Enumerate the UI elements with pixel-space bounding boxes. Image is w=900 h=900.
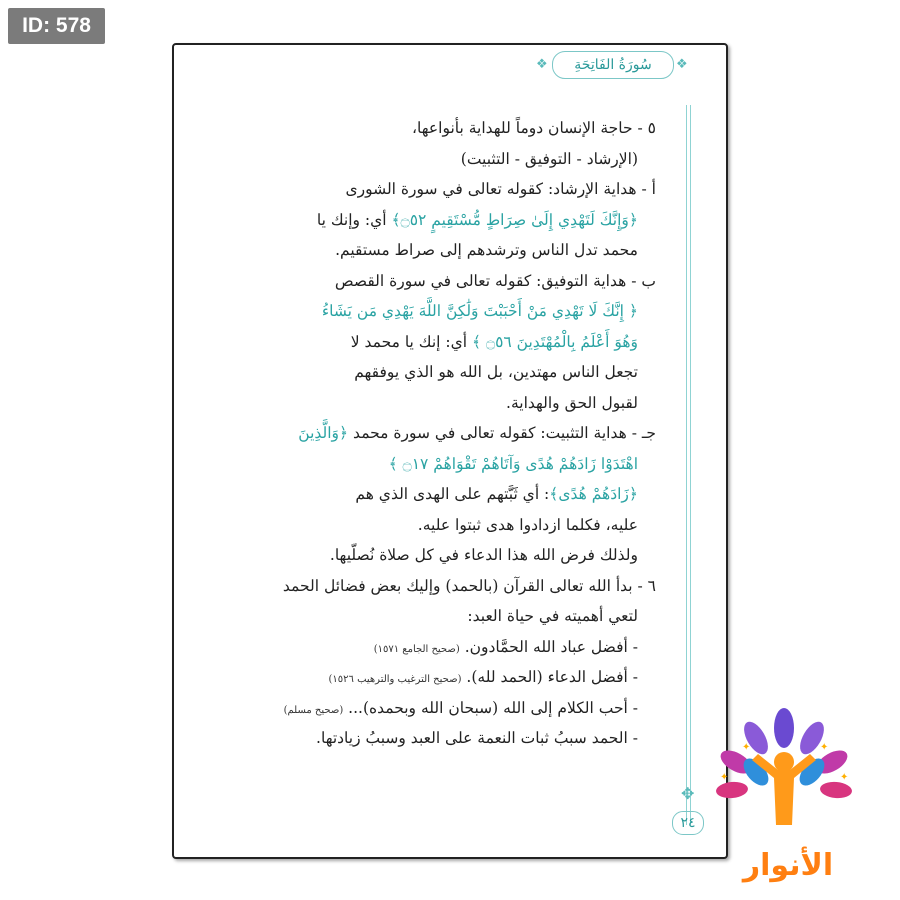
- text-segment: - الحمد سببُ ثبات النعمة على العبد وسببُ زيادتها.: [316, 729, 638, 747]
- text-line: [266, 510, 656, 541]
- hadith-source: (صحيح مسلم): [283, 704, 344, 716]
- text-segment: - أحب الكلام إلى الله (سبحان الله وبحمده)...: [343, 698, 638, 717]
- text-line: [266, 144, 656, 175]
- svg-text:✦: ✦: [742, 742, 751, 753]
- text-line: [266, 571, 656, 602]
- text-segment: ٦ - بدأ الله تعالى القرآن (بالحمد) وإليك بعض فضائل الحمد: [282, 576, 656, 595]
- quran-verse: وَهُوَ أَعْلَمُ بِالْمُهْتَدِينَ ۝٥٦ ﴾: [472, 332, 638, 351]
- text-line: [266, 693, 656, 724]
- text-line: [266, 235, 656, 266]
- text-line: [266, 327, 656, 358]
- text-segment: أي: إنك يا محمد لا: [350, 332, 472, 351]
- text-line: [266, 479, 656, 510]
- hadith-source: (صحيح الجامع ١٥٧١): [373, 643, 460, 655]
- quran-verse: ﴿زَادَهُمْ هُدًى﴾: [549, 485, 638, 503]
- quran-verse: ﴿وَالَّذِينَ: [298, 424, 349, 442]
- right-ornament-icon: ❖: [676, 57, 688, 72]
- surah-title-cartouche: سُورَةُ الفَاتِحَةِ: [552, 51, 674, 79]
- quran-verse: اهْتَدَوْا زَادَهُمْ هُدًى وَآتَاهُمْ تَقْوَاهُمْ ۝١٧ ﴾: [388, 454, 638, 473]
- svg-text:✦: ✦: [820, 742, 829, 753]
- text-segment: جـ - هداية التثبيت: كقوله تعالى في سورة محمد: [348, 424, 656, 442]
- logo-text: الأنوار: [742, 848, 834, 883]
- text-segment: لقبول الحق والهداية.: [506, 393, 638, 412]
- text-line: [266, 388, 656, 419]
- quran-verse: ﴿ إِنَّكَ لَا تَهْدِي مَنْ أَحْبَبْتَ وَلَٰكِنَّ اللَّهَ يَهْدِي مَن يَشَاءُ: [321, 302, 638, 320]
- text-line: [266, 601, 656, 632]
- text-segment: - أفضل عباد الله الحمَّادون.: [459, 637, 638, 656]
- text-line: [266, 357, 656, 388]
- text-line: [266, 205, 656, 236]
- text-line: [266, 632, 656, 663]
- text-segment: ٥ - حاجة الإنسان دوماً للهداية بأنواعها،: [412, 119, 656, 137]
- left-ornament-icon: ❖: [536, 57, 548, 72]
- text-segment: : أي ثَبَّتهم على الهدى الذي هم: [355, 485, 550, 503]
- quran-verse: ﴿وَإِنَّكَ لَتَهْدِي إِلَىٰ صِرَاطٍ مُّسْتَقِيمٍ ۝٥٢﴾: [391, 210, 638, 229]
- svg-text:✦: ✦: [840, 772, 849, 783]
- text-segment: عليه، فكلما ازدادوا هدى ثبتوا عليه.: [417, 515, 638, 534]
- decorative-frame-line: [686, 105, 691, 825]
- page-number: ٢٤: [672, 811, 704, 835]
- text-line: [266, 662, 656, 693]
- text-segment: تجعل الناس مهتدين، بل الله هو الذي يوفقهم: [354, 363, 638, 381]
- text-line: [266, 296, 656, 327]
- text-line: [266, 418, 656, 449]
- text-line: [266, 266, 656, 297]
- text-segment: أي: وإنك يا: [316, 210, 392, 229]
- text-line: [266, 449, 656, 480]
- text-segment: (الإرشاد - التوفيق - التثبيت): [460, 149, 638, 168]
- page-text-body: [266, 113, 656, 754]
- text-segment: أ - هداية الإرشاد: كقوله تعالى في سورة الشورى: [345, 180, 656, 198]
- text-segment: لتعي أهميته في حياة العبد:: [467, 607, 638, 625]
- bottom-ornament-icon: ✥: [681, 784, 695, 803]
- text-line: [266, 113, 656, 144]
- text-line: [266, 540, 656, 571]
- text-segment: ولذلك فرض الله هذا الدعاء في كل صلاة نُصلّيها.: [329, 546, 638, 564]
- text-segment: محمد تدل الناس وترشدهم إلى صراط مستقيم.: [335, 241, 638, 259]
- hadith-source: (صحيح الترغيب والترهيب ١٥٢٦): [328, 674, 462, 685]
- book-page: [172, 43, 728, 859]
- text-line: [266, 723, 656, 754]
- text-segment: - أفضل الدعاء (الحمد لله).: [461, 668, 638, 686]
- text-line: [266, 174, 656, 205]
- id-badge: ID: 578: [8, 8, 105, 44]
- svg-text:✦: ✦: [720, 772, 729, 783]
- text-segment: ب - هداية التوفيق: كقوله تعالى في سورة القصص: [334, 271, 656, 290]
